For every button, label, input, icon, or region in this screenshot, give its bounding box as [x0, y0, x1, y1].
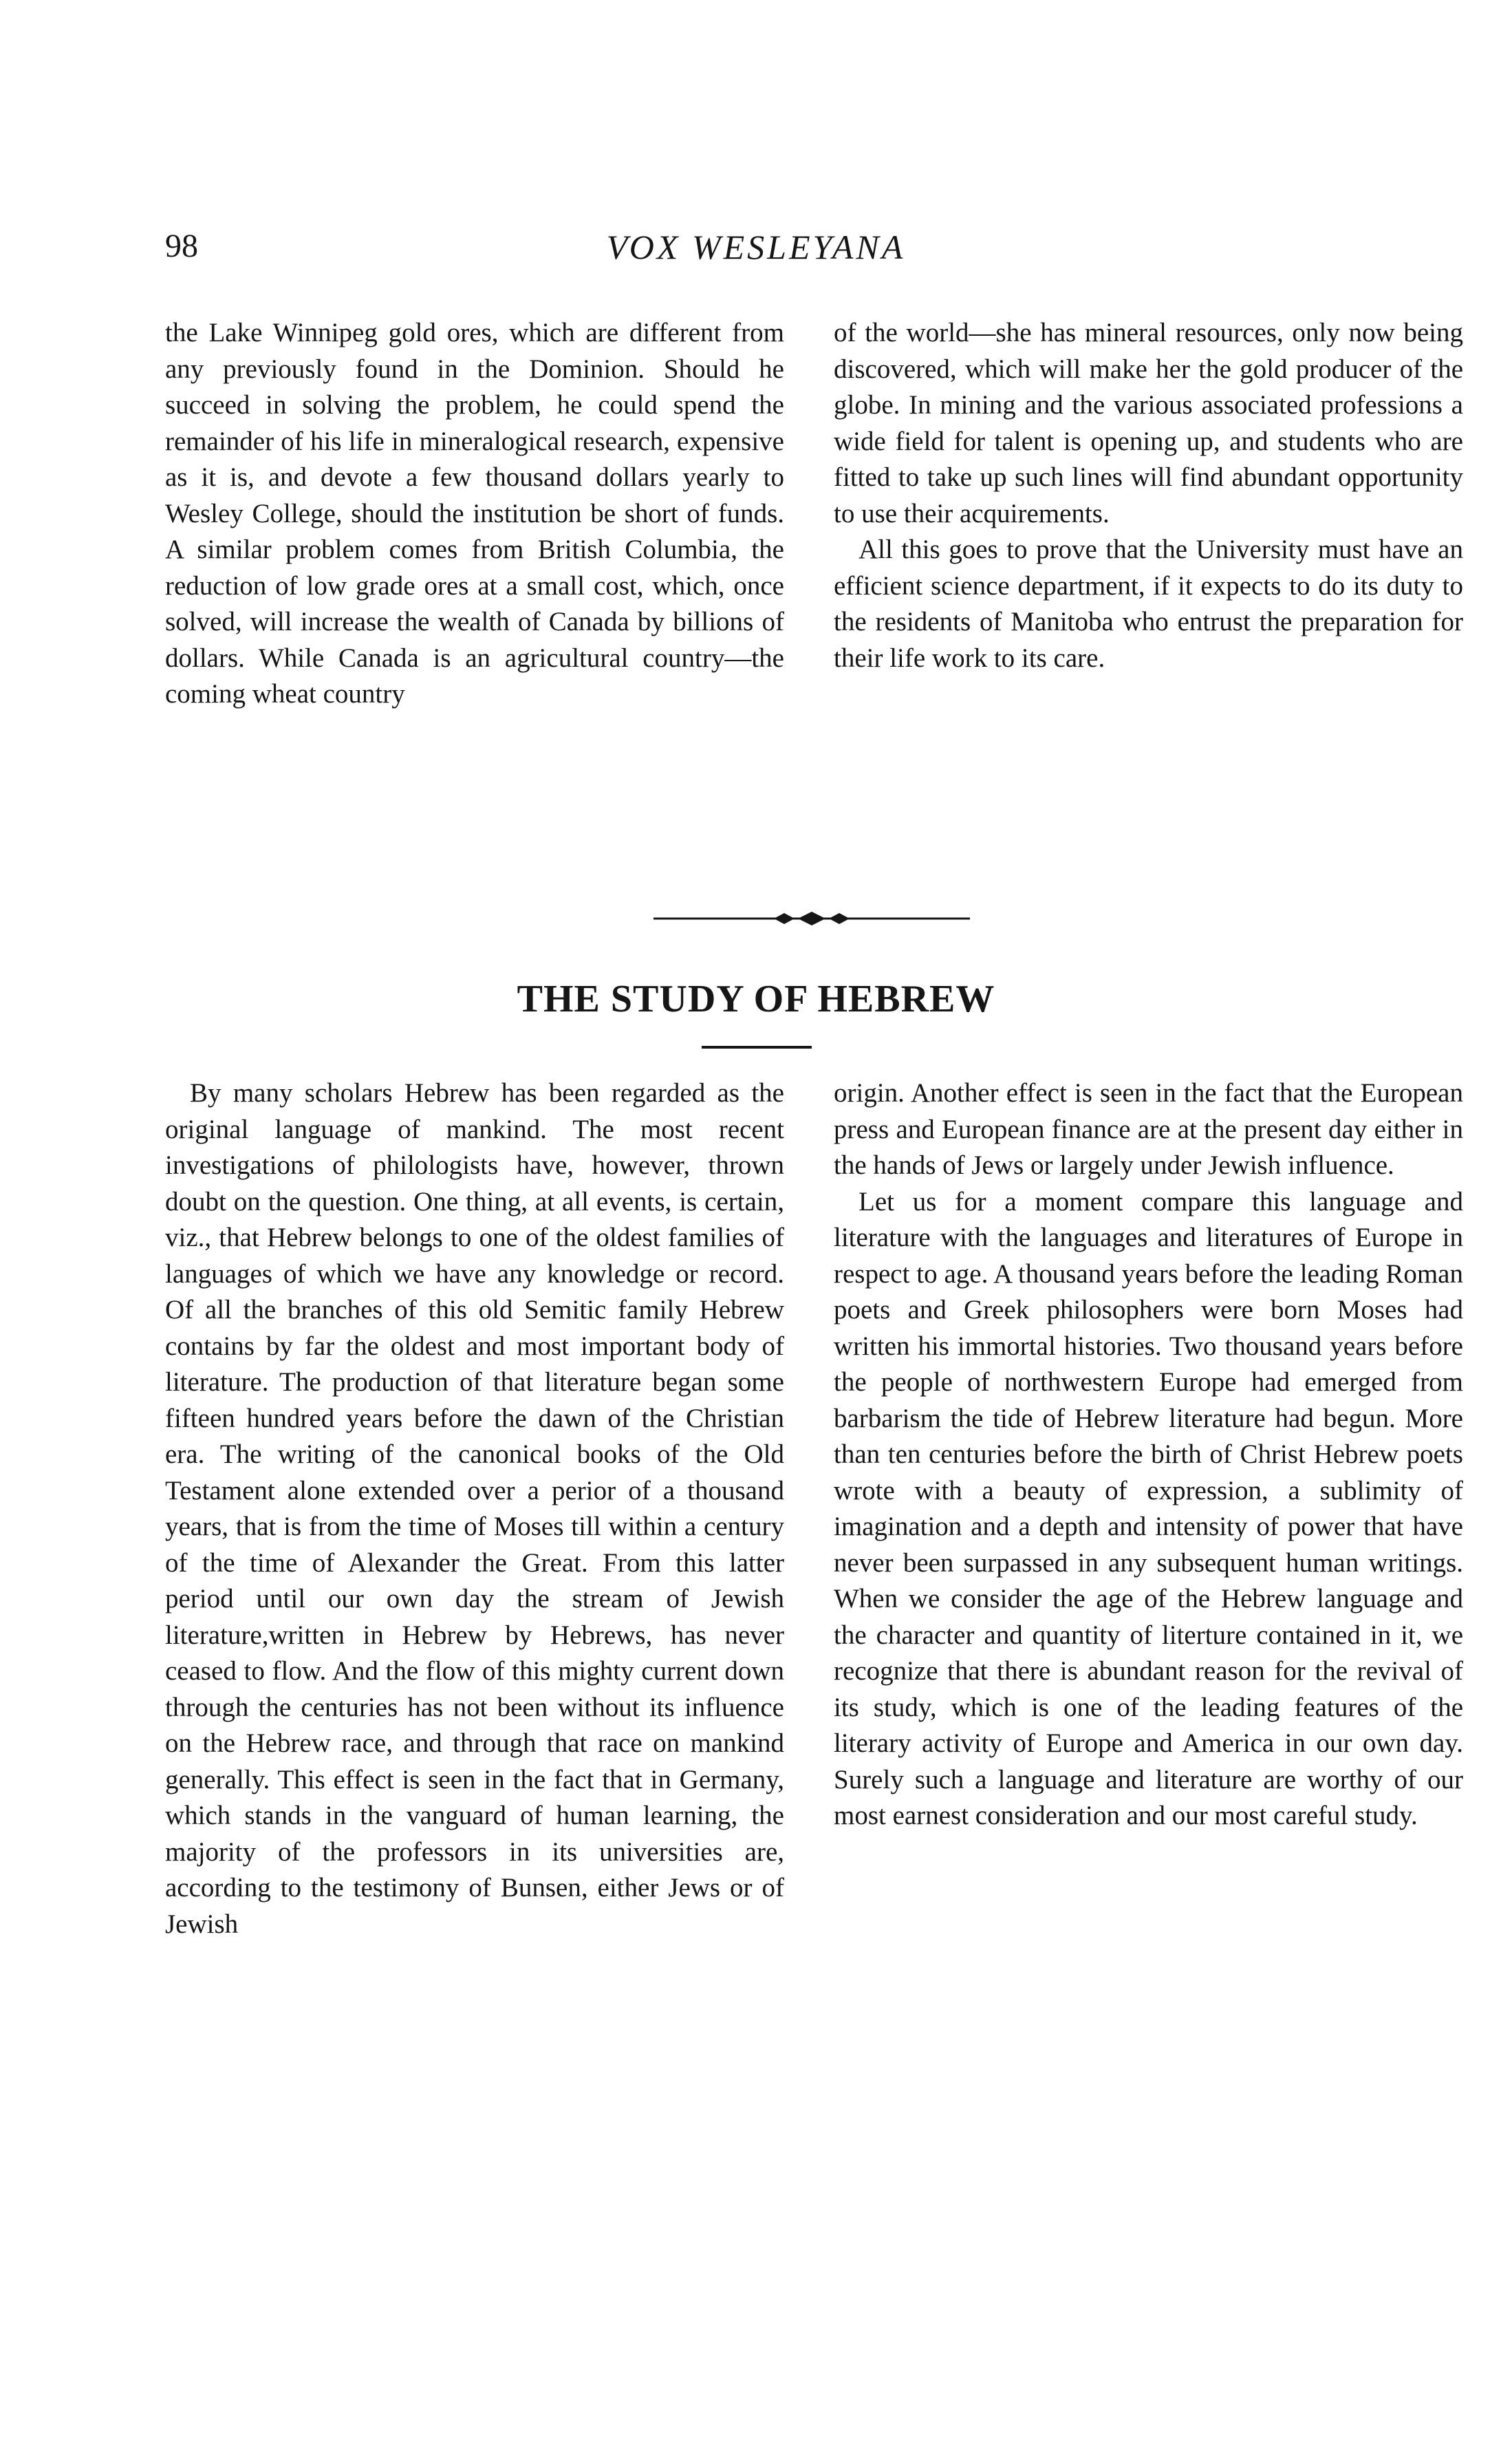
title-rule [702, 1046, 812, 1049]
continued-article-right-column [834, 315, 1463, 676]
page-number: 98 [165, 228, 198, 264]
paragraph: of the world—she has mineral resources, only now being discovered, which will make her the gold producer of the globe. In mining and the various associated professions a wide field for talent is opening up, and students who are fitted to take up such lines will find abundant opportunity to use their acquirements. [834, 318, 1463, 528]
page-header [0, 227, 1512, 282]
paragraph: the Lake Winnipeg gold ores, which are different from any previously found in the Dominion. Should he succeed in solving the problem, he could spend the remainder of his life in mineralogical research, expensive as it is, and devote a few thousand dollars yearly to Wesley College, should the institution be short of funds. A similar problem comes from British Columbia, the reduction of low grade ores at a small cost, which, once solved, will increase the wealth of Canada by billions of dollars. While Canada is an agricultural country—the coming wheat country [165, 318, 784, 709]
paragraph: All this goes to prove that the University must have an efficient science department, if it expects to do its duty to the residents of Manitoba who entrust the preparation for their life work to its care. [834, 535, 1463, 673]
paragraph: By many scholars Hebrew has been regarded as the original language of mankind. The most recent investigations of philologists have, however, thrown doubt on the question. One thing, at all events, is certain, viz., that Hebrew belongs to one of the oldest families of languages of which we have any knowledge or record. Of all the branches of this old Semitic family Hebrew contains by far the oldest and most important body of literature. The production of that literature began some fifteen hundred years before the dawn of the Christian era. The writing of the canonical books of the Old Testament alone extended over a perior of a thousand years, that is from the time of Moses till within a century of the time of Alexander the Great. From this latter period until our own day the stream of Jewish literature,written in Hebrew by Hebrews, has never ceased to flow. And the flow of this mighty current down through the centuries has not been without its influence on the Hebrew race, and through that race on mankind generally. This effect is seen in the fact that in Germany, which stands in the vanguard of human learning, the majority of the professors in its universities are, according to the testimony of Bunsen, either Jews or of Jewish [165, 1078, 784, 1939]
running-head: VOX WESLEYANA [606, 228, 906, 266]
paragraph: Let us for a moment compare this language and literature with the languages and literatures of Europe in respect to age. A thousand years before the leading Roman poets and Greek philosophers were born Moses had written his immortal histories. Two thousand years before the people of northwestern Europe had emerged from barbarism the tide of Hebrew literature had begun. More than ten centuries before the birth of Christ Hebrew poets wrote with a beauty of expression, a sublimity of imagination and a depth and intensity of power that have never been surpassed in any subsequent human writings. When we consider the age of the Hebrew language and the character and quantity of literture contained in it, we recognize that there is abundant reason for the revival of its study, which is one of the leading features of the literary activity of Europe and America in our own day. Surely such a language and literature are worthy of our most earnest consideration and our most careful study. [834, 1186, 1463, 1830]
section-divider-ornament [654, 908, 970, 929]
continued-article-left-column [165, 315, 784, 713]
paragraph: origin. Another effect is seen in the fact that the European press and European finance are at the present day either in the hands of Jews or largely under Jewish influence. [834, 1078, 1463, 1180]
article-right-column [834, 1075, 1463, 1834]
article-title: THE STUDY OF HEBREW [517, 978, 995, 1020]
article-left-column [165, 1075, 784, 1942]
